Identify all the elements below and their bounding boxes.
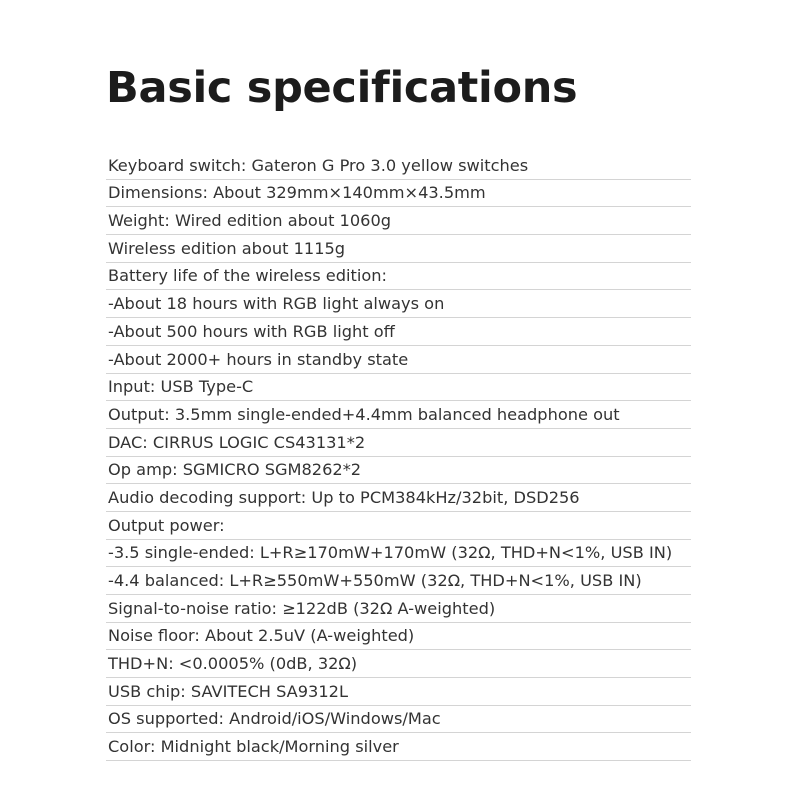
spec-row: DAC: CIRRUS LOGIC CS43131*2 (106, 429, 691, 457)
spec-row: Dimensions: About 329mm×140mm×43.5mm (106, 180, 691, 208)
spec-row: Output: 3.5mm single-ended+4.4mm balanced headphone out (106, 401, 691, 429)
spec-row: -About 2000+ hours in standby state (106, 346, 691, 374)
spec-row: Weight: Wired edition about 1060g (106, 207, 691, 235)
spec-row: THD+N: <0.0005% (0dB, 32Ω) (106, 650, 691, 678)
spec-row: Input: USB Type-C (106, 374, 691, 402)
spec-row: USB chip: SAVITECH SA9312L (106, 678, 691, 706)
spec-row: Op amp: SGMICRO SGM8262*2 (106, 457, 691, 485)
spec-row: -About 18 hours with RGB light always on (106, 290, 691, 318)
spec-row: Color: Midnight black/Morning silver (106, 733, 691, 761)
spec-row: Audio decoding support: Up to PCM384kHz/32bit, DSD256 (106, 484, 691, 512)
spec-row: Output power: (106, 512, 691, 540)
page-title: Basic specifications (106, 63, 578, 113)
spec-row: -3.5 single-ended: L+R≥170mW+170mW (32Ω, THD+N<1%, USB IN) (106, 540, 691, 568)
spec-row: OS supported: Android/iOS/Windows/Mac (106, 706, 691, 734)
spec-row: Battery life of the wireless edition: (106, 263, 691, 291)
spec-list (106, 152, 691, 761)
spec-row: Wireless edition about 1115g (106, 235, 691, 263)
spec-row: Keyboard switch: Gateron G Pro 3.0 yellow switches (106, 152, 691, 180)
spec-row: Signal-to-noise ratio: ≥122dB (32Ω A-weighted) (106, 595, 691, 623)
spec-row: -About 500 hours with RGB light off (106, 318, 691, 346)
spec-row: Noise floor: About 2.5uV (A-weighted) (106, 623, 691, 651)
spec-row: -4.4 balanced: L+R≥550mW+550mW (32Ω, THD+N<1%, USB IN) (106, 567, 691, 595)
